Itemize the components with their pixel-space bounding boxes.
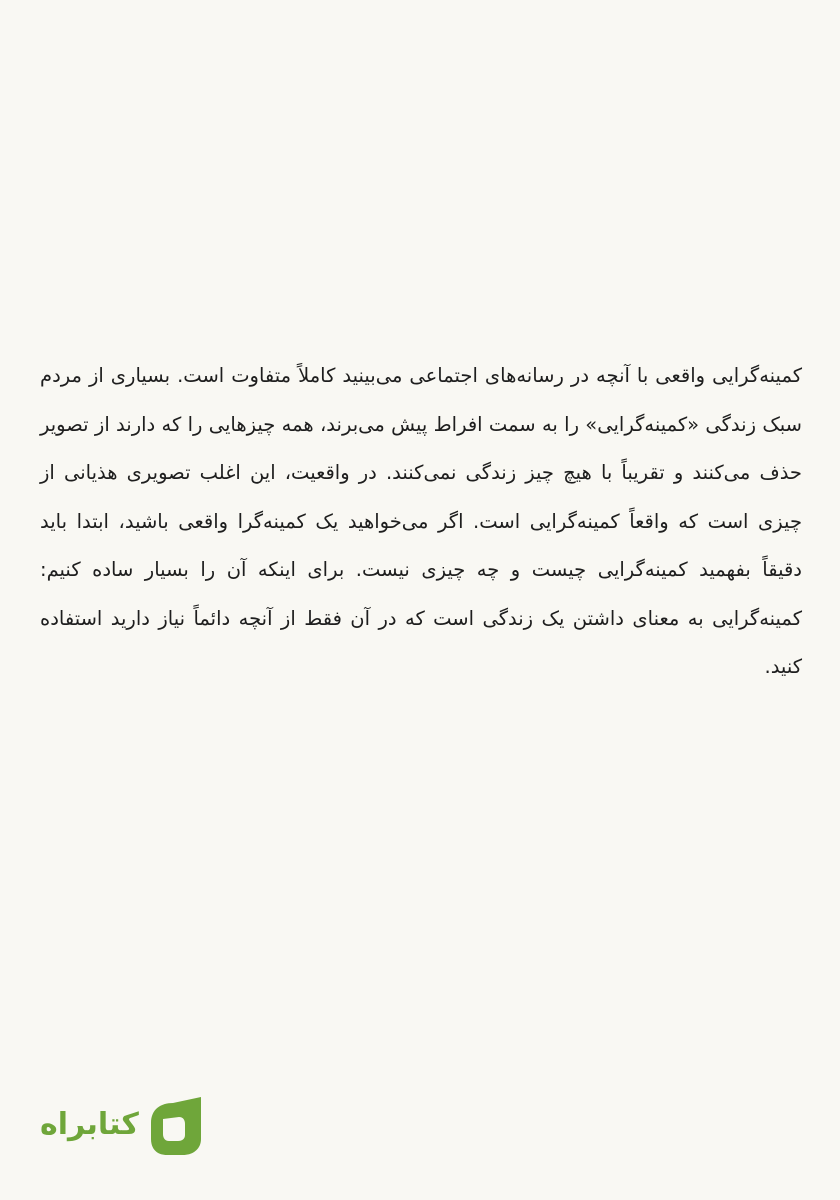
ketabrah-logo (40, 1092, 212, 1158)
logo-wordmark: کتابراه (40, 1107, 139, 1142)
body-paragraph: کمینه‌گرایی واقعی با آنچه در رسانه‌های اجتماعی می‌بینید کاملاً متفاوت است. بسیاری از مردم سبک زندگی «کمینه‌گرایی» را به سمت افراط پیش می‌برند، همه چیزهایی را که دارند از تصویر حذف می‌کنند و تقریباً با هیچ چیز زندگی نمی‌کنند. در واقعیت، این اغلب تصویری هذیانی از چیزی است که واقعاً کمینه‌گرایی است. اگر می‌خواهید یک کمینه‌گرا واقعی باشید، ابتدا باید دقیقاً بفهمید کمینه‌گرایی چیست و چه چیزی نیست. برای اینکه آن را بسیار ساده کنیم: کمینه‌گرایی به معنای داشتن یک زندگی است که در آن فقط از آنچه دائماً نیاز دارید استفاده کنید. (40, 364, 802, 678)
book-leaf-icon (145, 1093, 207, 1157)
